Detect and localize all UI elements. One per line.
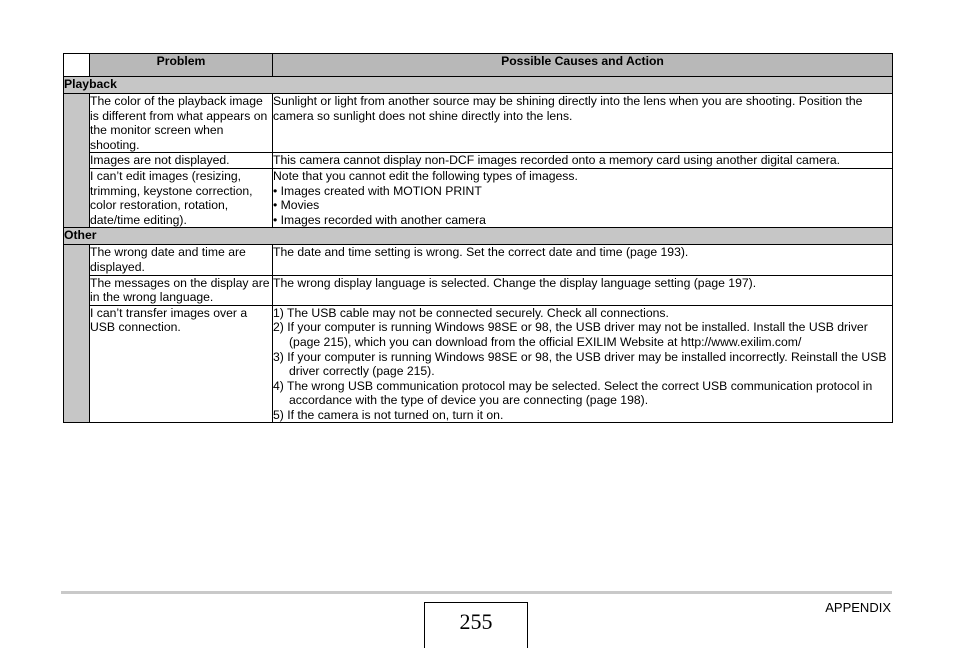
header-spacer [64, 54, 90, 77]
section-gutter [64, 245, 90, 423]
problem-cell: I can’t edit images (resizing, trimming, keystone correction, color restoration, rotation, date/time editing). [90, 168, 273, 227]
table-row [64, 245, 893, 275]
table-row [64, 305, 893, 423]
list-item: 5) If the camera is not turned on, turn it on. [273, 407, 504, 422]
action-cell: Sunlight or light from another source may be shining directly into the lens when you are shooting. Position the camera so sunlight does not shine directly into the lens. [273, 94, 893, 153]
list-item: • Images created with MOTION PRINT [273, 183, 482, 198]
section-title-other: Other [64, 228, 893, 245]
list-item: • Movies [273, 198, 320, 213]
page-number: 255 [424, 602, 528, 648]
action-cell [273, 168, 893, 227]
troubleshooting-table [63, 53, 893, 423]
column-header-action: Possible Causes and Action [273, 54, 893, 77]
action-cell: The wrong display language is selected. Change the display language setting (page 197). [273, 275, 893, 305]
problem-cell: Images are not displayed. [90, 153, 273, 169]
list-item: 2) If your computer is running Windows 98SE or 98, the USB driver may not be installed. Install the USB driver (page 215), which you can download from the official EXILIM Website at http://www.exilim.com/ [273, 320, 868, 349]
problem-cell: I can’t transfer images over a USB connection. [90, 305, 273, 423]
table-row [64, 94, 893, 153]
table-row [64, 275, 893, 305]
section-row-other [64, 228, 893, 245]
section-row-playback [64, 77, 893, 94]
action-intro: Note that you cannot edit the following types of imagess. [273, 168, 578, 183]
footer-divider [61, 591, 892, 594]
problem-cell: The color of the playback image is different from what appears on the monitor screen when shooting. [90, 94, 273, 153]
section-label: APPENDIX [825, 600, 891, 615]
list-item: 3) If your computer is running Windows 98SE or 98, the USB driver may be installed incorrectly. Reinstall the USB driver correctly (page 215). [273, 349, 887, 379]
section-title-playback: Playback [64, 77, 893, 94]
table-row [64, 153, 893, 169]
column-header-problem: Problem [90, 54, 273, 77]
list-item: 1) The USB cable may not be connected securely. Check all connections. [273, 305, 669, 320]
problem-cell: The wrong date and time are displayed. [90, 245, 273, 275]
problem-cell: The messages on the display are in the wrong language. [90, 275, 273, 305]
action-cell: This camera cannot display non-DCF images recorded onto a memory card using another digital camera. [273, 153, 893, 169]
action-numbered-list [273, 306, 892, 423]
action-cell: The date and time setting is wrong. Set the correct date and time (page 193). [273, 245, 893, 275]
list-item: 4) The wrong USB communication protocol may be selected. Select the correct USB communication protocol in accordance with the type of device you are connecting (page 198). [273, 378, 873, 408]
table-row [64, 168, 893, 227]
action-bullet-list [273, 184, 892, 228]
table-header-row [64, 54, 893, 77]
section-gutter [64, 94, 90, 228]
action-cell [273, 305, 893, 423]
list-item: • Images recorded with another camera [273, 212, 486, 227]
